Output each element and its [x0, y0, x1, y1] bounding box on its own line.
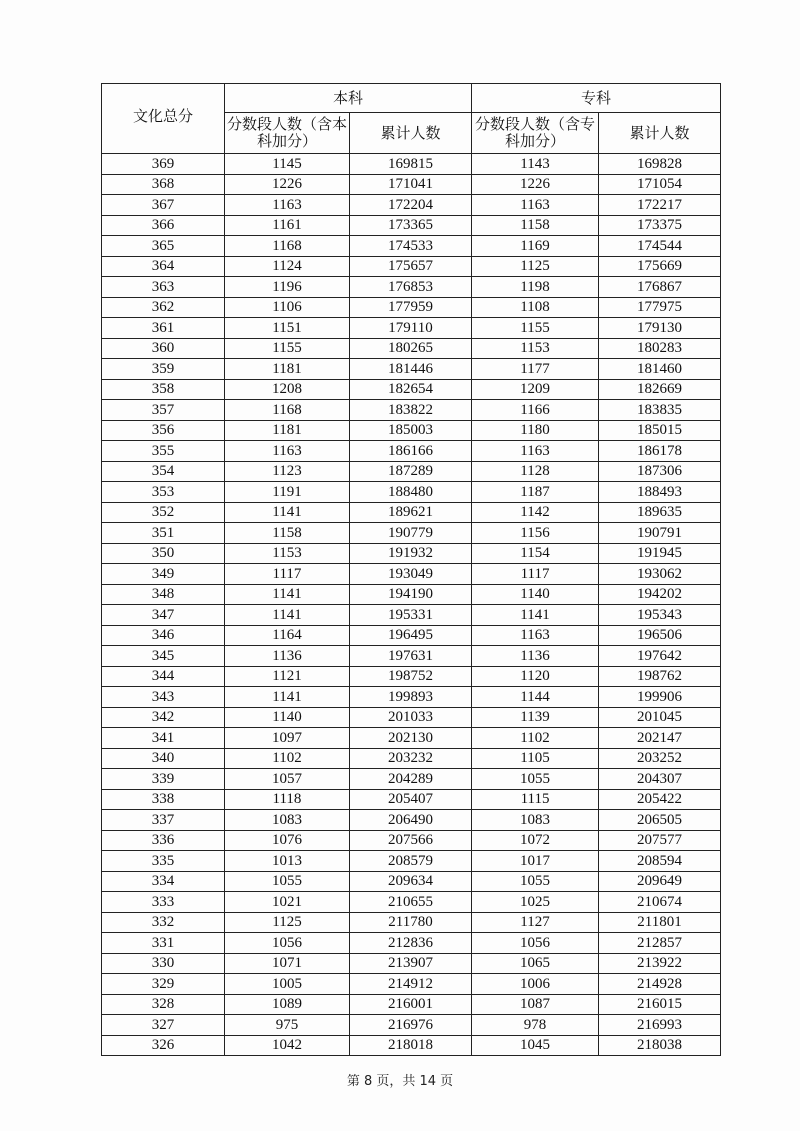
cell-undergrad-segment: 1163	[225, 195, 350, 216]
cell-undergrad-cumulative: 194190	[350, 584, 472, 605]
cell-vocational-cumulative: 209649	[599, 871, 721, 892]
cell-vocational-segment: 1087	[472, 994, 599, 1015]
cell-vocational-segment: 1139	[472, 707, 599, 728]
cell-undergrad-segment: 1013	[225, 851, 350, 872]
cell-total-score: 329	[102, 974, 225, 995]
cell-total-score: 360	[102, 338, 225, 359]
cell-total-score: 334	[102, 871, 225, 892]
table-row	[102, 892, 721, 913]
table-row	[102, 236, 721, 257]
table-row	[102, 482, 721, 503]
cell-vocational-cumulative: 174544	[599, 236, 721, 257]
table-row	[102, 933, 721, 954]
cell-total-score: 361	[102, 318, 225, 339]
cell-undergrad-segment: 1181	[225, 359, 350, 380]
cell-undergrad-cumulative: 179110	[350, 318, 472, 339]
cell-vocational-cumulative: 198762	[599, 666, 721, 687]
cell-undergrad-segment: 1141	[225, 502, 350, 523]
cell-total-score: 343	[102, 687, 225, 708]
cell-undergrad-cumulative: 171041	[350, 174, 472, 195]
cell-undergrad-segment: 1125	[225, 912, 350, 933]
cell-vocational-segment: 1017	[472, 851, 599, 872]
table-row	[102, 359, 721, 380]
cell-total-score: 335	[102, 851, 225, 872]
cell-undergrad-segment: 1181	[225, 420, 350, 441]
cell-vocational-cumulative: 186178	[599, 441, 721, 462]
cell-undergrad-segment: 1102	[225, 748, 350, 769]
cell-undergrad-segment: 1158	[225, 523, 350, 544]
cell-total-score: 349	[102, 564, 225, 585]
table-row	[102, 420, 721, 441]
cell-undergrad-cumulative: 182654	[350, 379, 472, 400]
cell-total-score: 326	[102, 1035, 225, 1056]
table-row	[102, 441, 721, 462]
cell-undergrad-cumulative: 210655	[350, 892, 472, 913]
cell-vocational-segment: 1163	[472, 441, 599, 462]
cell-undergrad-segment: 1208	[225, 379, 350, 400]
table-row	[102, 974, 721, 995]
cell-vocational-cumulative: 207577	[599, 830, 721, 851]
cell-undergrad-segment: 1121	[225, 666, 350, 687]
cell-undergrad-segment: 1057	[225, 769, 350, 790]
cell-undergrad-segment: 1089	[225, 994, 350, 1015]
cell-vocational-segment: 1083	[472, 810, 599, 831]
table-row	[102, 646, 721, 667]
cell-undergrad-cumulative: 186166	[350, 441, 472, 462]
cell-undergrad-segment: 1136	[225, 646, 350, 667]
cell-undergrad-cumulative: 214912	[350, 974, 472, 995]
cell-vocational-cumulative: 182669	[599, 379, 721, 400]
table-body	[102, 154, 721, 1056]
cell-vocational-cumulative: 189635	[599, 502, 721, 523]
cell-vocational-cumulative: 194202	[599, 584, 721, 605]
cell-vocational-cumulative: 211801	[599, 912, 721, 933]
cell-vocational-cumulative: 205422	[599, 789, 721, 810]
table-row	[102, 461, 721, 482]
cell-vocational-segment: 1055	[472, 769, 599, 790]
cell-total-score: 358	[102, 379, 225, 400]
cell-vocational-segment: 1141	[472, 605, 599, 626]
cell-undergrad-segment: 975	[225, 1015, 350, 1036]
cell-total-score: 338	[102, 789, 225, 810]
cell-vocational-cumulative: 202147	[599, 728, 721, 749]
cell-total-score: 345	[102, 646, 225, 667]
cell-vocational-cumulative: 172217	[599, 195, 721, 216]
cell-vocational-segment: 1128	[472, 461, 599, 482]
cell-total-score: 348	[102, 584, 225, 605]
cell-undergrad-cumulative: 205407	[350, 789, 472, 810]
table-row	[102, 584, 721, 605]
table-row	[102, 502, 721, 523]
cell-vocational-segment: 1209	[472, 379, 599, 400]
cell-vocational-cumulative: 210674	[599, 892, 721, 913]
table-row	[102, 728, 721, 749]
cell-total-score: 347	[102, 605, 225, 626]
cell-total-score: 357	[102, 400, 225, 421]
cell-undergrad-cumulative: 190779	[350, 523, 472, 544]
cell-total-score: 353	[102, 482, 225, 503]
cell-vocational-cumulative: 190791	[599, 523, 721, 544]
cell-vocational-cumulative: 176867	[599, 277, 721, 298]
cell-vocational-segment: 1169	[472, 236, 599, 257]
table-row	[102, 174, 721, 195]
cell-vocational-cumulative: 216015	[599, 994, 721, 1015]
cell-total-score: 339	[102, 769, 225, 790]
table-row	[102, 871, 721, 892]
table-row	[102, 543, 721, 564]
cell-total-score: 364	[102, 256, 225, 277]
table-row	[102, 748, 721, 769]
cell-vocational-segment: 1105	[472, 748, 599, 769]
cell-vocational-cumulative: 195343	[599, 605, 721, 626]
header-undergrad-group: 本科	[225, 84, 472, 113]
cell-vocational-segment: 1125	[472, 256, 599, 277]
cell-total-score: 337	[102, 810, 225, 831]
cell-undergrad-segment: 1106	[225, 297, 350, 318]
cell-undergrad-segment: 1196	[225, 277, 350, 298]
table-row	[102, 789, 721, 810]
table-row	[102, 666, 721, 687]
cell-undergrad-cumulative: 202130	[350, 728, 472, 749]
cell-total-score: 344	[102, 666, 225, 687]
cell-vocational-segment: 1198	[472, 277, 599, 298]
cell-vocational-segment: 1143	[472, 154, 599, 175]
cell-total-score: 351	[102, 523, 225, 544]
table-row	[102, 379, 721, 400]
cell-vocational-segment: 1025	[472, 892, 599, 913]
cell-total-score: 333	[102, 892, 225, 913]
cell-total-score: 336	[102, 830, 225, 851]
table-row	[102, 953, 721, 974]
cell-total-score: 331	[102, 933, 225, 954]
cell-undergrad-segment: 1168	[225, 400, 350, 421]
cell-vocational-cumulative: 212857	[599, 933, 721, 954]
cell-undergrad-cumulative: 174533	[350, 236, 472, 257]
cell-total-score: 330	[102, 953, 225, 974]
cell-vocational-cumulative: 204307	[599, 769, 721, 790]
cell-undergrad-cumulative: 207566	[350, 830, 472, 851]
cell-total-score: 327	[102, 1015, 225, 1036]
cell-vocational-cumulative: 208594	[599, 851, 721, 872]
cell-undergrad-segment: 1141	[225, 584, 350, 605]
cell-undergrad-cumulative: 188480	[350, 482, 472, 503]
cell-vocational-cumulative: 218038	[599, 1035, 721, 1056]
cell-vocational-cumulative: 188493	[599, 482, 721, 503]
table-row	[102, 605, 721, 626]
table-row	[102, 1035, 721, 1056]
cell-vocational-segment: 1163	[472, 195, 599, 216]
cell-vocational-cumulative: 181460	[599, 359, 721, 380]
cell-vocational-segment: 1072	[472, 830, 599, 851]
cell-undergrad-cumulative: 218018	[350, 1035, 472, 1056]
cell-vocational-cumulative: 180283	[599, 338, 721, 359]
table-row	[102, 523, 721, 544]
cell-undergrad-segment: 1168	[225, 236, 350, 257]
cell-vocational-cumulative: 171054	[599, 174, 721, 195]
cell-undergrad-segment: 1076	[225, 830, 350, 851]
cell-vocational-cumulative: 216993	[599, 1015, 721, 1036]
cell-undergrad-cumulative: 208579	[350, 851, 472, 872]
cell-total-score: 365	[102, 236, 225, 257]
table-row	[102, 564, 721, 585]
cell-undergrad-cumulative: 197631	[350, 646, 472, 667]
table-row	[102, 1015, 721, 1036]
cell-total-score: 350	[102, 543, 225, 564]
table-row	[102, 154, 721, 175]
cell-total-score: 362	[102, 297, 225, 318]
cell-vocational-cumulative: 187306	[599, 461, 721, 482]
cell-vocational-segment: 1155	[472, 318, 599, 339]
cell-undergrad-cumulative: 169815	[350, 154, 472, 175]
cell-vocational-segment: 1163	[472, 625, 599, 646]
cell-total-score: 352	[102, 502, 225, 523]
cell-vocational-cumulative: 173375	[599, 215, 721, 236]
cell-undergrad-segment: 1151	[225, 318, 350, 339]
cell-undergrad-segment: 1145	[225, 154, 350, 175]
header-total-score: 文化总分	[102, 84, 225, 154]
cell-undergrad-segment: 1123	[225, 461, 350, 482]
cell-undergrad-segment: 1191	[225, 482, 350, 503]
cell-vocational-cumulative: 203252	[599, 748, 721, 769]
cell-total-score: 363	[102, 277, 225, 298]
cell-undergrad-cumulative: 187289	[350, 461, 472, 482]
table-row	[102, 297, 721, 318]
table-row	[102, 400, 721, 421]
cell-undergrad-segment: 1141	[225, 605, 350, 626]
cell-undergrad-cumulative: 201033	[350, 707, 472, 728]
cell-vocational-segment: 1166	[472, 400, 599, 421]
cell-vocational-segment: 1117	[472, 564, 599, 585]
cell-vocational-segment: 1055	[472, 871, 599, 892]
table-row	[102, 707, 721, 728]
cell-undergrad-cumulative: 204289	[350, 769, 472, 790]
table-row	[102, 215, 721, 236]
cell-vocational-segment: 1142	[472, 502, 599, 523]
cell-undergrad-cumulative: 211780	[350, 912, 472, 933]
table-row	[102, 195, 721, 216]
cell-undergrad-cumulative: 183822	[350, 400, 472, 421]
table-row	[102, 338, 721, 359]
cell-vocational-segment: 1144	[472, 687, 599, 708]
page-number: 第 8 页，共 14 页	[346, 1074, 454, 1089]
cell-undergrad-cumulative: 177959	[350, 297, 472, 318]
cell-total-score: 332	[102, 912, 225, 933]
cell-undergrad-cumulative: 199893	[350, 687, 472, 708]
cell-vocational-segment: 1056	[472, 933, 599, 954]
table-header	[102, 84, 721, 154]
cell-undergrad-cumulative: 195331	[350, 605, 472, 626]
cell-undergrad-cumulative: 185003	[350, 420, 472, 441]
table-row	[102, 625, 721, 646]
cell-undergrad-cumulative: 196495	[350, 625, 472, 646]
cell-undergrad-cumulative: 212836	[350, 933, 472, 954]
cell-total-score: 359	[102, 359, 225, 380]
cell-vocational-segment: 1158	[472, 215, 599, 236]
cell-total-score: 346	[102, 625, 225, 646]
cell-vocational-cumulative: 214928	[599, 974, 721, 995]
cell-vocational-segment: 978	[472, 1015, 599, 1036]
cell-total-score: 354	[102, 461, 225, 482]
cell-undergrad-segment: 1161	[225, 215, 350, 236]
cell-vocational-segment: 1127	[472, 912, 599, 933]
cell-total-score: 369	[102, 154, 225, 175]
table-row	[102, 277, 721, 298]
cell-undergrad-cumulative: 198752	[350, 666, 472, 687]
cell-undergrad-segment: 1055	[225, 871, 350, 892]
table-row	[102, 851, 721, 872]
cell-vocational-cumulative: 201045	[599, 707, 721, 728]
table-row	[102, 256, 721, 277]
cell-total-score: 368	[102, 174, 225, 195]
cell-undergrad-segment: 1163	[225, 441, 350, 462]
cell-undergrad-segment: 1021	[225, 892, 350, 913]
cell-total-score: 340	[102, 748, 225, 769]
cell-undergrad-segment: 1005	[225, 974, 350, 995]
cell-vocational-segment: 1226	[472, 174, 599, 195]
table-row	[102, 687, 721, 708]
cell-undergrad-segment: 1155	[225, 338, 350, 359]
table-row	[102, 810, 721, 831]
table-row	[102, 912, 721, 933]
cell-vocational-segment: 1108	[472, 297, 599, 318]
cell-total-score: 355	[102, 441, 225, 462]
cell-total-score: 328	[102, 994, 225, 1015]
cell-undergrad-cumulative: 172204	[350, 195, 472, 216]
cell-undergrad-cumulative: 175657	[350, 256, 472, 277]
cell-total-score: 341	[102, 728, 225, 749]
cell-undergrad-segment: 1141	[225, 687, 350, 708]
cell-undergrad-cumulative: 173365	[350, 215, 472, 236]
table-row	[102, 769, 721, 790]
cell-undergrad-cumulative: 181446	[350, 359, 472, 380]
cell-vocational-cumulative: 196506	[599, 625, 721, 646]
cell-undergrad-segment: 1042	[225, 1035, 350, 1056]
cell-undergrad-segment: 1117	[225, 564, 350, 585]
cell-vocational-segment: 1120	[472, 666, 599, 687]
cell-vocational-cumulative: 175669	[599, 256, 721, 277]
cell-total-score: 366	[102, 215, 225, 236]
cell-vocational-cumulative: 179130	[599, 318, 721, 339]
cell-undergrad-segment: 1083	[225, 810, 350, 831]
cell-undergrad-cumulative: 216001	[350, 994, 472, 1015]
cell-undergrad-cumulative: 203232	[350, 748, 472, 769]
cell-vocational-cumulative: 193062	[599, 564, 721, 585]
cell-undergrad-segment: 1071	[225, 953, 350, 974]
cell-undergrad-segment: 1140	[225, 707, 350, 728]
cell-undergrad-cumulative: 216976	[350, 1015, 472, 1036]
cell-vocational-cumulative: 169828	[599, 154, 721, 175]
cell-undergrad-segment: 1056	[225, 933, 350, 954]
cell-vocational-segment: 1065	[472, 953, 599, 974]
cell-vocational-segment: 1180	[472, 420, 599, 441]
header-undergrad-cumulative: 累计人数	[350, 113, 472, 154]
cell-vocational-segment: 1136	[472, 646, 599, 667]
cell-total-score: 342	[102, 707, 225, 728]
cell-undergrad-cumulative: 189621	[350, 502, 472, 523]
cell-vocational-segment: 1177	[472, 359, 599, 380]
cell-vocational-segment: 1115	[472, 789, 599, 810]
cell-undergrad-segment: 1226	[225, 174, 350, 195]
cell-undergrad-segment: 1153	[225, 543, 350, 564]
cell-vocational-cumulative: 183835	[599, 400, 721, 421]
header-vocational-group: 专科	[472, 84, 721, 113]
table-row	[102, 830, 721, 851]
cell-vocational-segment: 1154	[472, 543, 599, 564]
header-vocational-segment: 分数段人数（含专科加分）	[472, 113, 599, 154]
cell-vocational-segment: 1006	[472, 974, 599, 995]
cell-undergrad-segment: 1124	[225, 256, 350, 277]
cell-vocational-cumulative: 197642	[599, 646, 721, 667]
cell-vocational-segment: 1102	[472, 728, 599, 749]
table-row	[102, 318, 721, 339]
cell-vocational-segment: 1156	[472, 523, 599, 544]
cell-vocational-segment: 1140	[472, 584, 599, 605]
cell-vocational-cumulative: 185015	[599, 420, 721, 441]
header-vocational-cumulative: 累计人数	[599, 113, 721, 154]
cell-vocational-cumulative: 191945	[599, 543, 721, 564]
cell-total-score: 356	[102, 420, 225, 441]
cell-vocational-cumulative: 213922	[599, 953, 721, 974]
cell-vocational-cumulative: 177975	[599, 297, 721, 318]
cell-undergrad-cumulative: 193049	[350, 564, 472, 585]
cell-total-score: 367	[102, 195, 225, 216]
cell-vocational-segment: 1153	[472, 338, 599, 359]
cell-undergrad-cumulative: 206490	[350, 810, 472, 831]
cell-undergrad-cumulative: 180265	[350, 338, 472, 359]
cell-undergrad-cumulative: 176853	[350, 277, 472, 298]
score-distribution-table	[101, 83, 721, 1056]
cell-undergrad-segment: 1097	[225, 728, 350, 749]
cell-undergrad-segment: 1118	[225, 789, 350, 810]
cell-undergrad-cumulative: 213907	[350, 953, 472, 974]
cell-vocational-cumulative: 206505	[599, 810, 721, 831]
cell-vocational-cumulative: 199906	[599, 687, 721, 708]
cell-vocational-segment: 1045	[472, 1035, 599, 1056]
cell-undergrad-segment: 1164	[225, 625, 350, 646]
header-undergrad-segment: 分数段人数（含本科加分）	[225, 113, 350, 154]
cell-undergrad-cumulative: 209634	[350, 871, 472, 892]
table-row	[102, 994, 721, 1015]
cell-vocational-segment: 1187	[472, 482, 599, 503]
cell-undergrad-cumulative: 191932	[350, 543, 472, 564]
